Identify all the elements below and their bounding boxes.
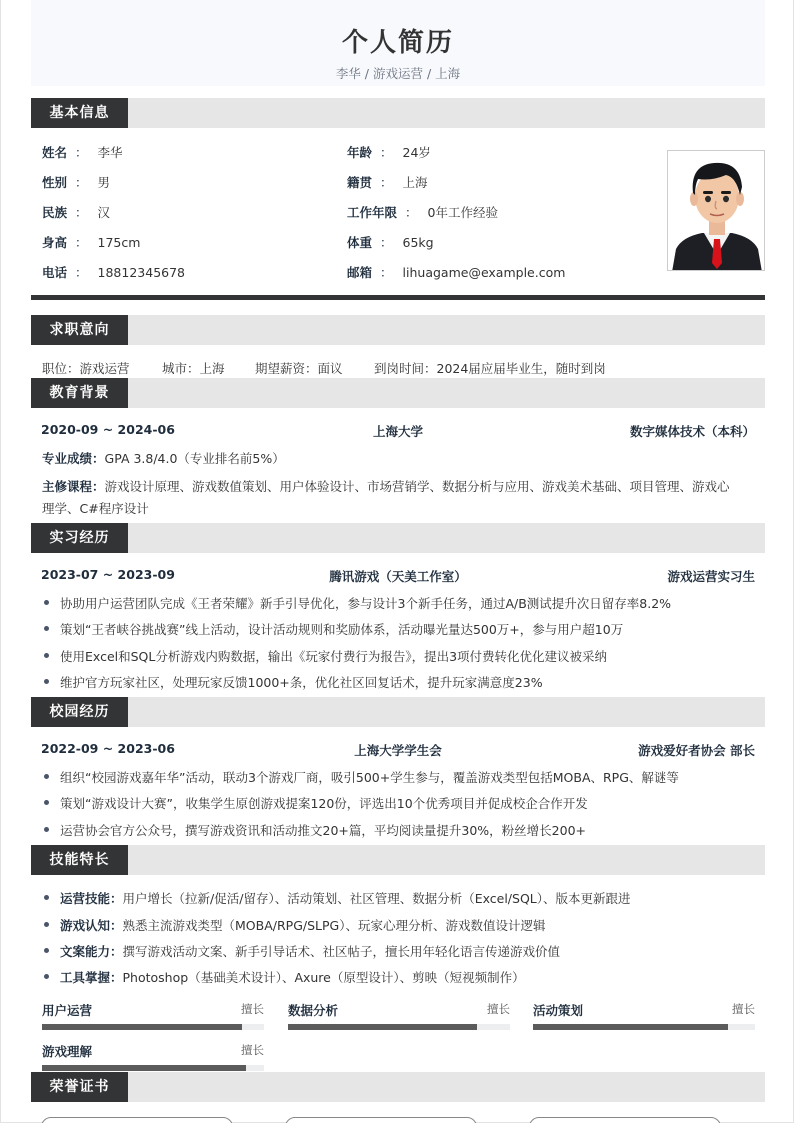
info-value: lihuagame@example.com bbox=[402, 265, 566, 280]
intent-city: 城市：上海 bbox=[162, 361, 225, 376]
skill-text: 撰写游戏活动文案、新手引导话术、社区帖子，擅长用年轻化语言传递游戏价值 bbox=[122, 944, 561, 959]
info-label: 电话 bbox=[42, 265, 68, 280]
section-title: 教育背景 bbox=[31, 378, 128, 408]
courses-line-1: 游戏设计原理、游戏数值策划、用户体验设计、市场营销学、数据分析与应用、游戏美术基础、项目管理、游戏心 bbox=[104, 479, 730, 494]
list-item bbox=[41, 942, 761, 960]
info-colon: ： bbox=[75, 175, 88, 190]
education-grade bbox=[42, 449, 285, 467]
info-label: 性别 bbox=[42, 175, 68, 190]
skill-bar-track bbox=[288, 1024, 510, 1030]
section-divider bbox=[31, 295, 765, 300]
list-item bbox=[41, 916, 761, 934]
skill-bar-game-understanding bbox=[42, 1042, 264, 1072]
education-courses bbox=[42, 477, 730, 495]
honor-card bbox=[285, 1117, 477, 1123]
skill-bar-level: 擅长 bbox=[241, 1002, 264, 1016]
info-value: 李华 bbox=[97, 145, 123, 160]
section-internship bbox=[31, 523, 765, 553]
info-value: 汉 bbox=[97, 205, 111, 220]
education-header bbox=[41, 422, 755, 440]
skill-bar-name: 数据分析 bbox=[288, 1003, 339, 1018]
info-work-years bbox=[347, 203, 498, 221]
campus-date: 2022-09 ~ 2023-06 bbox=[41, 741, 175, 756]
info-label: 身高 bbox=[42, 235, 68, 250]
grade-value: GPA 3.8/4.0（专业排名前5%） bbox=[104, 451, 285, 466]
skill-bar-data-analysis bbox=[288, 1001, 510, 1031]
info-label: 籍贯 bbox=[347, 175, 373, 190]
skill-bar-level: 擅长 bbox=[487, 1002, 510, 1016]
info-value: 24岁 bbox=[402, 145, 431, 160]
page-subtitle: 李华 / 游戏运营 / 上海 bbox=[335, 66, 461, 81]
skill-bar-user-ops bbox=[42, 1001, 264, 1031]
info-value: 男 bbox=[97, 175, 111, 190]
info-colon: ： bbox=[75, 145, 88, 160]
list-item: 使用Excel和SQL分析游戏内购数据，输出《玩家付费行为报告》，提出3项付费转化优化建议被采纳 bbox=[41, 647, 761, 665]
info-email bbox=[347, 263, 565, 281]
info-label: 体重 bbox=[347, 235, 373, 250]
info-colon: ： bbox=[380, 175, 393, 190]
education-major: 数字媒体技术（本科） bbox=[629, 424, 755, 439]
avatar-illustration bbox=[668, 151, 765, 271]
campus-org: 上海大学学生会 bbox=[354, 743, 442, 758]
grade-label: 专业成绩： bbox=[42, 451, 105, 466]
info-colon: ： bbox=[380, 235, 393, 250]
internship-date: 2023-07 ~ 2023-09 bbox=[41, 567, 175, 582]
list-item: 策划“王者峡谷挑战赛”线上活动，设计活动规则和奖励体系，活动曝光量达500万+，参与用户超10万 bbox=[41, 620, 761, 638]
skill-bar-fill bbox=[42, 1024, 242, 1030]
skill-label: 文案能力： bbox=[60, 944, 123, 959]
list-item: 协助用户运营团队完成《王者荣耀》新手引导优化，参与设计3个新手任务，通过A/B测试提升次日留存率8.2% bbox=[41, 594, 761, 612]
info-hometown bbox=[347, 173, 428, 191]
internship-org: 腾讯游戏（天美工作室） bbox=[329, 569, 467, 584]
section-title: 求职意向 bbox=[31, 315, 128, 345]
skill-bar-fill bbox=[42, 1065, 246, 1071]
campus-role: 游戏爱好者协会 部长 bbox=[638, 743, 755, 758]
resume-header bbox=[31, 0, 765, 86]
info-value: 175cm bbox=[97, 235, 141, 250]
section-title: 技能特长 bbox=[31, 845, 128, 875]
info-value: 0年工作经验 bbox=[427, 205, 498, 220]
internship-header bbox=[41, 567, 755, 585]
section-campus bbox=[31, 697, 765, 727]
info-label: 邮箱 bbox=[347, 265, 373, 280]
info-age bbox=[347, 143, 431, 161]
info-value: 上海 bbox=[402, 175, 428, 190]
section-title: 校园经历 bbox=[31, 697, 128, 727]
info-phone bbox=[42, 263, 185, 281]
info-value: 18812345678 bbox=[97, 265, 186, 280]
skill-bar-level: 擅长 bbox=[732, 1002, 755, 1016]
courses-label: 主修课程： bbox=[42, 479, 105, 494]
skill-bar-track bbox=[533, 1024, 755, 1030]
info-colon: ： bbox=[405, 205, 418, 220]
list-item: 策划“游戏设计大赛”，收集学生原创游戏提案120份，评选出10个优秀项目并促成校企合作开发 bbox=[41, 794, 761, 812]
skill-bar-level: 擅长 bbox=[241, 1043, 264, 1057]
info-colon: ： bbox=[380, 265, 393, 280]
skill-bar-event-planning bbox=[533, 1001, 755, 1031]
honor-card bbox=[41, 1117, 233, 1123]
section-title: 基本信息 bbox=[31, 98, 128, 128]
list-item bbox=[41, 889, 761, 907]
info-colon: ： bbox=[380, 145, 393, 160]
section-title: 荣誉证书 bbox=[31, 1072, 128, 1102]
campus-header bbox=[41, 741, 755, 759]
list-item bbox=[41, 968, 761, 986]
section-basic-info bbox=[31, 98, 765, 128]
skill-label: 工具掌握： bbox=[60, 970, 123, 985]
courses-line-2: 理学、C#程序设计 bbox=[42, 501, 149, 516]
section-education bbox=[31, 378, 765, 408]
skill-text: 用户增长（拉新/促活/留存）、活动策划、社区管理、数据分析（Excel/SQL）、版本更新跟进 bbox=[122, 891, 631, 906]
section-honors bbox=[31, 1072, 765, 1102]
info-value: 65kg bbox=[402, 235, 434, 250]
avatar bbox=[667, 150, 765, 271]
info-name bbox=[42, 143, 123, 161]
page-title: 个人简历 bbox=[341, 28, 454, 58]
skill-bar-track bbox=[42, 1065, 264, 1071]
skill-bar-fill bbox=[288, 1024, 477, 1030]
honor-card bbox=[529, 1117, 721, 1123]
info-label: 姓名 bbox=[42, 145, 68, 160]
skill-label: 游戏认知： bbox=[60, 918, 123, 933]
info-colon: ： bbox=[75, 265, 88, 280]
skill-text: 熟悉主流游戏类型（MOBA/RPG/SLPG）、玩家心理分析、游戏数值设计逻辑 bbox=[122, 918, 546, 933]
info-label: 民族 bbox=[42, 205, 68, 220]
list-item: 组织“校园游戏嘉年华”活动，联动3个游戏厂商，吸引500+学生参与，覆盖游戏类型包括MOBA、RPG、解谜等 bbox=[41, 768, 761, 786]
education-school: 上海大学 bbox=[372, 424, 423, 439]
skill-bar-name: 游戏理解 bbox=[42, 1044, 93, 1059]
intent-arrival: 到岗时间：2024届应届毕业生，随时到岗 bbox=[374, 361, 606, 376]
list-item: 维护官方玩家社区，处理玩家反馈1000+条，优化社区回复话术，提升玩家满意度23% bbox=[41, 673, 761, 691]
intent-position: 职位：游戏运营 bbox=[42, 361, 130, 376]
section-title: 实习经历 bbox=[31, 523, 128, 553]
education-date: 2020-09 ~ 2024-06 bbox=[41, 422, 175, 437]
info-gender bbox=[42, 173, 110, 191]
list-item: 运营协会官方公众号，撰写游戏资讯和活动推文20+篇，平均阅读量提升30%，粉丝增长200+ bbox=[41, 821, 761, 839]
skill-label: 运营技能： bbox=[60, 891, 123, 906]
info-ethnicity bbox=[42, 203, 110, 221]
skill-bar-name: 活动策划 bbox=[533, 1003, 584, 1018]
internship-role: 游戏运营实习生 bbox=[667, 569, 755, 584]
info-weight bbox=[347, 233, 434, 251]
info-label: 年龄 bbox=[347, 145, 373, 160]
info-label: 工作年限 bbox=[347, 205, 398, 220]
section-skills bbox=[31, 845, 765, 875]
skill-bar-fill bbox=[533, 1024, 728, 1030]
intent-salary: 期望薪资：面议 bbox=[255, 361, 343, 376]
skill-bar-name: 用户运营 bbox=[42, 1003, 93, 1018]
section-job-intent bbox=[31, 315, 765, 345]
skill-text: Photoshop（基础美术设计）、Axure（原型设计）、剪映（短视频制作） bbox=[122, 970, 525, 985]
info-height bbox=[42, 233, 140, 251]
info-colon: ： bbox=[75, 235, 88, 250]
info-colon: ： bbox=[75, 205, 88, 220]
skill-bar-track bbox=[42, 1024, 264, 1030]
